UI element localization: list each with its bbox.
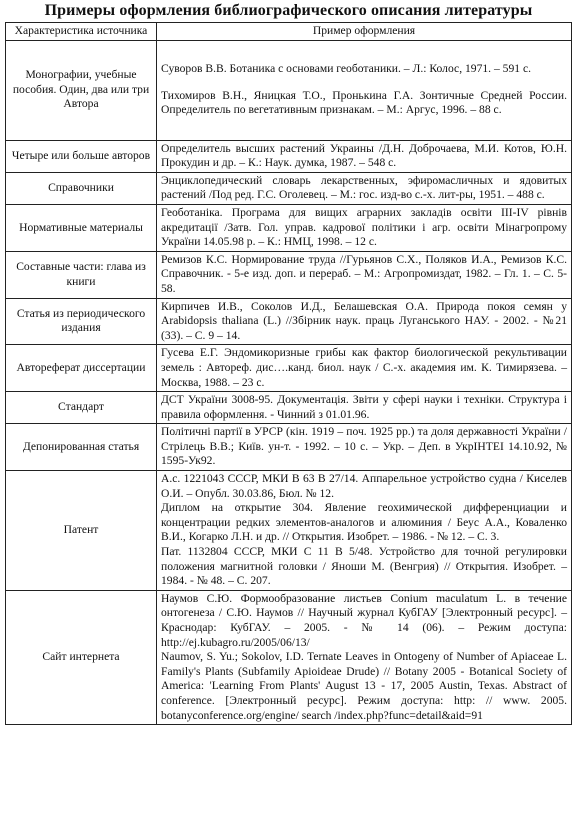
bibliography-entry: Гусева Е.Г. Эндомикоризные грибы как фактор биологической рекультивации земель : Автореф. дис….канд. биол. наук / С.-х. академия им. К. Тимирязева. – Москва, 1988. – 23 с. xyxy=(161,346,567,389)
table-row xyxy=(6,345,572,392)
source-type-cell: Четыре или больше авторов xyxy=(6,140,157,172)
source-type-cell: Автореферат диссертации xyxy=(6,345,157,392)
bibliography-entry: Энциклопедический словарь лекарственных, эфиромасличных и ядовитых растений /Под ред. Г.С. Оголевец. – М.: гос. изд-во с.-х. лит-ры, 1951. – 488 с. xyxy=(161,173,567,202)
bibliography-entry: Пат. 1132804 СССР, МКИ С 11 В 5/48. Устройство для точной регулировки положения магнитной головки / Яноши М. (Венгрия) // Открытия. Изобрет. – 1984. - № 48. – С. 207. xyxy=(161,545,567,588)
example-cell xyxy=(157,172,572,204)
source-type-cell: Нормативные материалы xyxy=(6,204,157,251)
example-cell xyxy=(157,590,572,724)
bibliography-entry: Ремизов К.С. Нормирование труда //Гурьянов С.Х., Поляков И.А., Ремизов К.С. Справочник. - 5-е изд. доп. и перераб. – М.: Агропромиздат, 1982. – Гл. 1. – С. 5-58. xyxy=(161,252,567,295)
bibliography-entry: Диплом на открытие 304. Явление геохимической дифференциации и концентрации редких элементов-аналогов и алюминия / Беус А.А., Коваленко В.И., Когарко Л.Н. и др. // Открытия. Изобрет. – 1986. - № 12. – С. 3. xyxy=(161,501,567,544)
header-example: Пример оформления xyxy=(157,23,572,41)
table-row xyxy=(6,40,572,140)
table-row xyxy=(6,471,572,591)
bibliography-entry: Геоботаніка. Програма для вищих аграрних закладів освіти III-IV рівнів акредитації /Затв. Гол. управ. кадрової політики і агр. освіти Мінагропрому України 14.05.98 р. – К.: НМЦ, 1998. – 12 с. xyxy=(161,205,567,249)
example-cell xyxy=(157,204,572,251)
source-type-cell: Стандарт xyxy=(6,392,157,424)
page-title: Примеры оформления библиографического описания литературы xyxy=(44,2,533,19)
example-cell xyxy=(157,392,572,424)
bibliography-table xyxy=(5,22,572,725)
bibliography-entry: Naumov, S. Yu.; Sokolov, I.D. Ternate Leaves in Ontogeny of Number of Apiaceae L. Family's Plants (Subfamily Apioideae Drude) // Botany 2005 - Botanical Society of America: 'Learning From Plants' August 13 - 17, 2005 Austin, Texas. Abstract of conference. [Электронный ресурс]. Режим доступа: http: // www. 2005. botanyconference.org/engine/ search /index.php?func=detail&aid=91 xyxy=(161,650,567,722)
bibliography-entry: Тихомиров В.Н., Яницкая Т.О., Пронькина Г.А. Зонтичные Средней России. Определитель по вегетативным признакам. – М.: Аргус, 1996. – 88 с. xyxy=(161,88,567,117)
bibliography-entry: Суворов В.В. Ботаника с основами геоботаники. – Л.: Колос, 1971. – 591 с. xyxy=(161,62,531,76)
bibliography-entry: Політичні партії в УРСР (кін. 1919 – поч. 1925 рр.) та доля державності України / Стрілець В.В.; Київ. ун-т. - 1992. – 10 с. – Укр. – Деп. в УкрІНТЕІ 14.10.92, № 1595-Ук92. xyxy=(161,425,567,468)
bibliography-entry: ДСТ України 3008-95. Документація. Звіти у сфері науки і техніки. Структура і правила оформлення. - Чинний з 01.01.96. xyxy=(161,393,567,421)
table-row xyxy=(6,140,572,172)
table-row xyxy=(6,424,572,471)
example-cell xyxy=(157,345,572,392)
example-cell xyxy=(157,471,572,591)
source-type-cell: Монографии, учебные пособия. Один, два или три Автора xyxy=(6,40,157,140)
table-row xyxy=(6,204,572,251)
source-type-cell: Справочники xyxy=(6,172,157,204)
source-type-cell: Депонированная статья xyxy=(6,424,157,471)
source-type-cell: Статья из периодического издания xyxy=(6,298,157,345)
table-row xyxy=(6,251,572,298)
bibliography-entry: Кирпичев И.В., Соколов И.Д., Белашевская О.А. Природа покоя семян у Arabidopsis thaliana (L.) //Збірник наук. праць Луганського НАУ. - 2002. - №21 (33). – С. 9 – 14. xyxy=(161,299,567,342)
example-cell xyxy=(157,298,572,345)
table-row xyxy=(6,590,572,724)
header-source-type: Характеристика источника xyxy=(6,23,157,41)
bibliography-entry: А.с. 1221043 СССР, МКИ В 63 В 27/14. Аппарельное устройство судна / Киселев О.И. – Опубл. 30.03.86, Бюл. № 12. xyxy=(161,472,567,500)
bibliography-entry: Наумов С.Ю. Формообразование листьев Conium maculatum L. в течение онтогенеза / С.Ю. Наумов // Научный журнал КубГАУ [Электронный ресурс]. – Краснодар: КубГАУ. – 2005. - № 14 (06). – Режим доступа: http://ej.kubagro.ru/2005/06/13/ xyxy=(161,591,567,649)
example-cell xyxy=(157,424,572,471)
source-type-cell: Составные части: глава из книги xyxy=(6,251,157,298)
example-cell xyxy=(157,251,572,298)
example-cell xyxy=(157,40,572,140)
source-type-cell: Патент xyxy=(6,471,157,591)
example-cell xyxy=(157,140,572,172)
table-row xyxy=(6,298,572,345)
table-row xyxy=(6,172,572,204)
bibliography-entry: Определитель высших растений Украины /Д.Н. Доброчаева, М.И. Котов, Ю.Н. Прокудин и др. – К.: Наук. думка, 1987. – 548 с. xyxy=(161,141,567,170)
table-row xyxy=(6,392,572,424)
table-header-row xyxy=(6,23,572,41)
source-type-cell: Сайт интернета xyxy=(6,590,157,724)
